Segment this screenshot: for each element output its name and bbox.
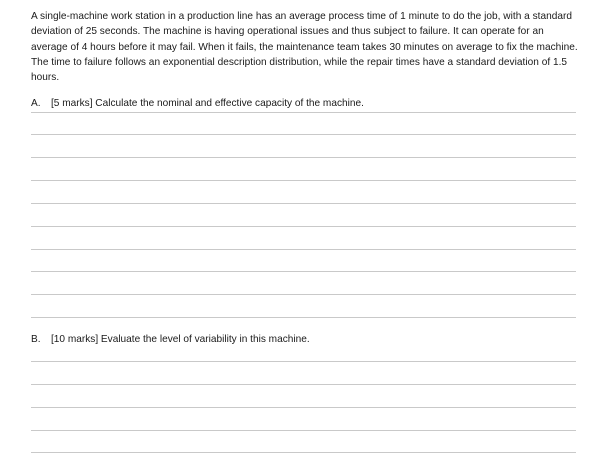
question-a [31, 97, 364, 111]
answer-line[interactable] [31, 249, 576, 250]
answer-line[interactable] [31, 112, 576, 113]
question-b [31, 333, 310, 347]
answer-line[interactable] [31, 157, 576, 158]
answer-line[interactable] [31, 180, 576, 181]
answer-line[interactable] [31, 384, 576, 385]
question-b-text: [10 marks] Evaluate the level of variability in this machine. [51, 334, 310, 345]
answer-line[interactable] [31, 407, 576, 408]
answer-line[interactable] [31, 361, 576, 362]
question-a-letter: A. [31, 98, 41, 109]
answer-line[interactable] [31, 203, 576, 204]
answer-line[interactable] [31, 294, 576, 295]
answer-line[interactable] [31, 134, 576, 135]
answer-line[interactable] [31, 271, 576, 272]
answer-line[interactable] [31, 430, 576, 431]
answer-line[interactable] [31, 452, 576, 453]
problem-statement: A single-machine work station in a production line has an average process time of 1 minute to do the job, with a standard deviation of 25 seconds. The machine is having operational issues and thus subject to failure. It can operate for an average of 4 hours before it may fail. When it fails, the maintenance team takes 30 minutes on average to fix the machine. The time to failure follows an exponential description distribution, while the repair times have a standard deviation of 1.5 hours. [31, 11, 578, 84]
answer-line[interactable] [31, 226, 576, 227]
question-b-letter: B. [31, 334, 41, 345]
answer-line[interactable] [31, 317, 576, 318]
question-a-text: [5 marks] Calculate the nominal and effective capacity of the machine. [51, 98, 364, 109]
